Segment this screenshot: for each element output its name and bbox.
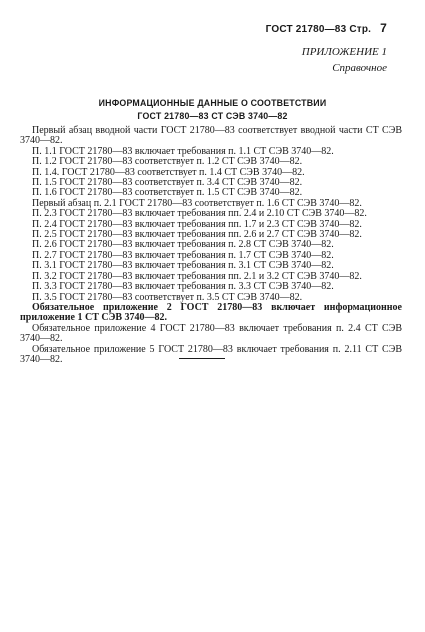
title-line-1: ИНФОРМАЦИОННЫЕ ДАННЫЕ О СООТВЕТСТВИИ: [98, 98, 327, 108]
paragraph: П. 1.4. ГОСТ 21780—83 соответствует п. 1.4 СТ СЭВ 3740—82.: [32, 166, 305, 178]
page-label: Стр.: [349, 24, 372, 35]
appendix-heading: [302, 44, 387, 76]
paragraph: Обязательное приложение 4 ГОСТ 21780—83 включает требования п. 2.4 СТ СЭВ 3740—82.: [20, 322, 402, 345]
appendix-type: Справочное: [332, 62, 387, 74]
page-header: [266, 21, 387, 35]
paragraph: Первый абзац п. 2.1 ГОСТ 21780—83 соответствует п. 1.6 СТ СЭВ 3740—82.: [32, 197, 362, 209]
paragraph: П. 2.3 ГОСТ 21780—83 включает требования пп. 2.4 и 2.10 СТ СЭВ 3740—82.: [32, 208, 367, 220]
paragraph: П. 1.2 ГОСТ 21780—83 соответствует п. 1.2 СТ СЭВ 3740—82.: [32, 156, 303, 168]
end-rule: [179, 358, 225, 359]
paragraph: П. 3.1 ГОСТ 21780—83 включает требования п. 3.1 СТ СЭВ 3740—82.: [32, 260, 334, 272]
paragraph: П. 2.4 ГОСТ 21780—83 включает требования пп. 1.7 и 2.3 СТ СЭВ 3740—82.: [32, 218, 362, 230]
paragraph: П. 3.2 ГОСТ 21780—83 включает требования пп. 2.1 и 3.2 СТ СЭВ 3740—82.: [32, 270, 362, 282]
paragraph: Первый абзац вводной части ГОСТ 21780—83 соответствует вводной части СТ СЭВ 3740—82.: [20, 125, 402, 147]
document-body: [20, 126, 402, 365]
page-number: 7: [380, 21, 387, 35]
paragraph: П. 2.5 ГОСТ 21780—83 включает требования пп. 2.6 и 2.7 СТ СЭВ 3740—82.: [32, 229, 362, 241]
paragraph: П. 2.6 ГОСТ 21780—83 включает требования п. 2.8 СТ СЭВ 3740—82.: [32, 239, 334, 251]
appendix-label: ПРИЛОЖЕНИЕ 1: [301, 46, 387, 58]
standard-code: ГОСТ 21780—83: [265, 24, 347, 35]
paragraph: Обязательное приложение 2 ГОСТ 21780—83 включает информационное приложение 1 СТ СЭВ 3740—82.: [20, 301, 402, 324]
paragraph: П. 1.1 ГОСТ 21780—83 включает требования п. 1.1 СТ СЭВ 3740—82.: [32, 145, 334, 157]
paragraph: П. 2.7 ГОСТ 21780—83 включает требования п. 1.7 СТ СЭВ 3740—82.: [32, 249, 334, 261]
paragraph: П. 1.5 ГОСТ 21780—83 соответствует п. 3.4 СТ СЭВ 3740—82.: [32, 177, 303, 189]
document-title: [0, 97, 425, 123]
paragraph: Обязательное приложение 5 ГОСТ 21780—83 включает требования п. 2.11 СТ СЭВ 3740—82.: [20, 343, 402, 365]
title-line-2: ГОСТ 21780—83 СТ СЭВ 3740—82: [137, 111, 288, 121]
paragraph: П. 3.5 ГОСТ 21780—83 соответствует п. 3.5 СТ СЭВ 3740—82.: [32, 291, 303, 303]
paragraph: П. 3.3 ГОСТ 21780—83 включает требования п. 3.3 СТ СЭВ 3740—82.: [32, 281, 334, 293]
paragraph: П. 1.6 ГОСТ 21780—83 соответствует п. 1.5 СТ СЭВ 3740—82.: [32, 187, 303, 199]
